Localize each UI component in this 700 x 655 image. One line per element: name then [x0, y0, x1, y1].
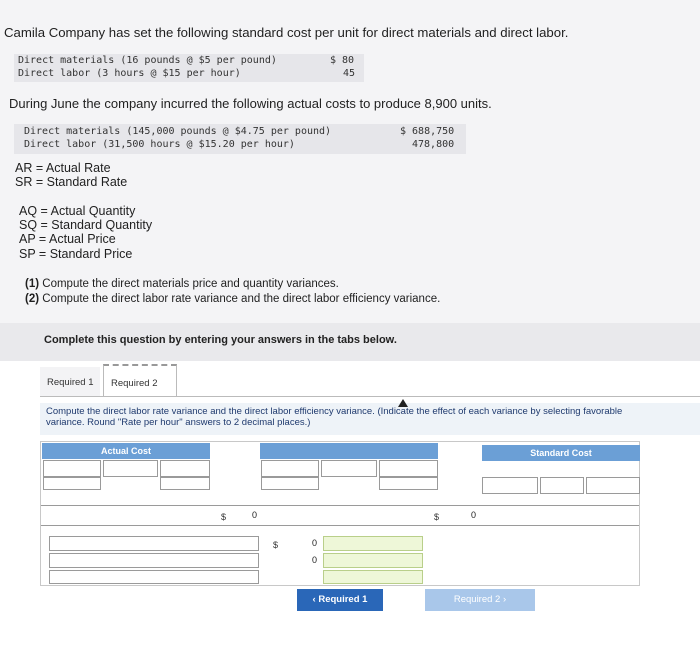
actual-hours-input[interactable]: [43, 460, 101, 477]
act-materials-amount: $ 688,750: [400, 126, 455, 137]
legend-sq: SQ = Standard Quantity: [19, 218, 153, 233]
actual-hours-input-2[interactable]: [43, 477, 101, 490]
act-labor-label: Direct labor (31,500 hours @ $15.20 per hour): [24, 139, 295, 150]
middle-hours-input[interactable]: [261, 460, 319, 477]
middle-hours-input-2[interactable]: [261, 477, 319, 490]
panel-heading-text: Complete this question by entering your answers in the tabs below.: [44, 334, 397, 346]
standard-total-value: 0: [470, 510, 476, 520]
variance-table: [40, 441, 640, 586]
legend-ap: AP = Actual Price: [19, 232, 116, 247]
standard-hours-input[interactable]: [482, 477, 538, 494]
actual-cost-input[interactable]: [160, 460, 210, 477]
act-labor-amount: 478,800: [412, 139, 455, 150]
actual-cost-input-2[interactable]: [160, 477, 210, 490]
act-materials-label: Direct materials (145,000 pounds @ $4.75 per pound): [24, 126, 332, 137]
standard-cost-box: [14, 54, 364, 82]
middle-cost-input[interactable]: [379, 460, 438, 477]
standard-total-currency: $: [434, 512, 440, 522]
question-2: (2) Compute the direct labor rate variance and the direct labor efficiency variance.: [25, 292, 441, 305]
actual-total-value: 0: [251, 510, 257, 520]
june-text: During June the company incurred the following actual costs to produce 8,900 units.: [9, 96, 492, 111]
legend-aq: AQ = Actual Quantity: [19, 204, 136, 218]
tab-divider: [40, 396, 700, 397]
efficiency-variance-label-input[interactable]: [49, 553, 259, 568]
rate-legend: [15, 161, 127, 189]
std-materials-amount: $ 80: [330, 55, 355, 66]
next-required-2-button[interactable]: Required 2 ›: [425, 589, 535, 611]
rate-variance-effect-select[interactable]: [323, 536, 423, 551]
efficiency-variance-effect-select[interactable]: [323, 553, 423, 568]
row-divider-1: [41, 505, 639, 506]
rate-variance-currency: $: [273, 540, 279, 550]
tab-required-2[interactable]: Required 2: [103, 364, 177, 397]
actual-cost-header: Actual Cost: [42, 443, 210, 459]
std-labor-label: Direct labor (3 hours @ $15 per hour): [18, 68, 241, 79]
question-1: (1) Compute the direct materials price and quantity variances.: [25, 278, 339, 290]
previous-required-1-button[interactable]: ‹ Required 1: [297, 589, 383, 611]
std-materials-label: Direct materials (16 pounds @ $5 per pound): [18, 55, 277, 66]
actual-cost-box: [14, 124, 466, 154]
rate-variance-value: 0: [311, 538, 317, 548]
standard-cost-header: Standard Cost: [482, 445, 640, 461]
actual-total-currency: $: [221, 512, 227, 522]
mouse-cursor-icon: [398, 399, 408, 407]
total-variance-label-input[interactable]: [49, 570, 259, 584]
legend-sp: SP = Standard Price: [19, 246, 133, 261]
standard-rate-input[interactable]: [540, 477, 584, 494]
tab-required-1[interactable]: Required 1: [40, 367, 100, 397]
intro-text: Camila Company has set the following standard cost per unit for direct materials and direct labor.: [4, 25, 569, 40]
rate-variance-amount[interactable]: [281, 536, 321, 551]
questions: [25, 277, 440, 306]
panel-heading: [0, 323, 700, 361]
standard-cost-input[interactable]: [586, 477, 640, 494]
actual-total-field[interactable]: [231, 508, 259, 523]
instruction-line-1: Compute the direct labor rate variance and the direct labor efficiency variance. (Indicate the effect of each variance by selecting favorable: [46, 406, 623, 417]
row-divider-2: [41, 525, 639, 526]
middle-cost-input-2[interactable]: [379, 477, 438, 490]
quantity-legend: [19, 204, 152, 261]
actual-rate-input[interactable]: [103, 460, 158, 477]
standard-total-field[interactable]: [444, 508, 480, 523]
instruction-line-2: variance. Round "Rate per hour" answers to 2 decimal places.): [46, 417, 311, 428]
rate-variance-label-input[interactable]: [49, 536, 259, 551]
middle-rate-input[interactable]: [321, 460, 377, 477]
instruction-box: [40, 403, 700, 435]
legend-ar: AR = Actual Rate: [15, 161, 111, 175]
total-variance-effect-select[interactable]: [323, 570, 423, 584]
std-labor-amount: 45: [343, 68, 356, 79]
legend-sr: SR = Standard Rate: [15, 175, 128, 190]
middle-header: [260, 443, 438, 459]
efficiency-variance-value: 0: [311, 555, 317, 565]
efficiency-variance-amount[interactable]: [281, 553, 321, 568]
